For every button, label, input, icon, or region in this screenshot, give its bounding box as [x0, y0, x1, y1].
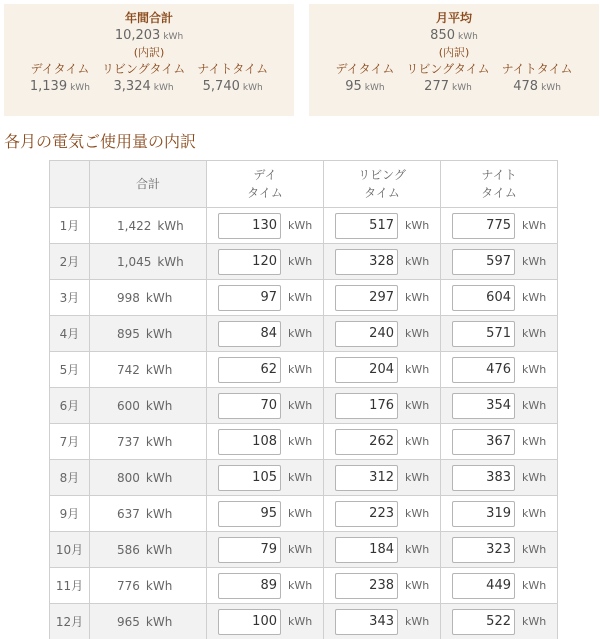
annual-breakdown-label: (内訳): [133, 46, 165, 59]
total-cell: [90, 424, 207, 460]
header-daytime-line1: デイ: [253, 168, 277, 182]
table-row: [50, 568, 558, 604]
unit-label: kWh: [288, 399, 313, 412]
monthly-average-total-value: 850: [430, 28, 455, 43]
unit-label: kWh: [145, 506, 173, 521]
unit-label: kWh: [405, 255, 430, 268]
daytime-input[interactable]: 130: [218, 213, 281, 239]
unit-label: kWh: [522, 543, 547, 556]
daytime-input[interactable]: 79: [218, 537, 281, 563]
unit-label: kWh: [145, 326, 173, 341]
monthly-average-living-label: リビングタイム: [406, 62, 490, 76]
total-value: 998: [117, 290, 140, 305]
nighttime-input[interactable]: 323: [452, 537, 515, 563]
unit-label: kWh: [288, 327, 313, 340]
table-row: [50, 280, 558, 316]
unit-label: kWh: [157, 218, 184, 233]
nighttime-input[interactable]: 571: [452, 321, 515, 347]
total-cell: [90, 316, 207, 352]
nighttime-input[interactable]: 354: [452, 393, 515, 419]
daytime-input[interactable]: 100: [218, 609, 281, 635]
section-title: 各月の電気ご使用量の内訳: [4, 132, 197, 151]
daytime-input[interactable]: 120: [218, 249, 281, 275]
total-value: 1,045: [117, 254, 152, 269]
annual-night: [191, 62, 274, 96]
unit-label: kWh: [288, 219, 313, 232]
unit-label: kWh: [288, 543, 313, 556]
daytime-cell: [207, 532, 324, 568]
total-cell: [90, 460, 207, 496]
nighttime-input[interactable]: 449: [452, 573, 515, 599]
header-nighttime: [441, 161, 558, 208]
nighttime-cell: [441, 280, 558, 316]
total-value: 800: [117, 470, 140, 485]
month-cell: 6月: [50, 388, 90, 424]
daytime-cell: [207, 280, 324, 316]
unit-label: kWh: [522, 255, 547, 268]
month-cell: 8月: [50, 460, 90, 496]
monthly-average-total-unit: kWh: [458, 32, 478, 42]
header-nighttime-line2: タイム: [481, 186, 517, 200]
table-row: [50, 604, 558, 639]
annual-total-value: 10,203: [114, 28, 161, 43]
annual-summary-panel: [4, 4, 294, 116]
livingtime-cell: [324, 316, 441, 352]
livingtime-input[interactable]: 262: [335, 429, 398, 455]
unit-label: kWh: [288, 291, 313, 304]
daytime-cell: [207, 460, 324, 496]
unit-label: kWh: [522, 435, 547, 448]
daytime-cell: [207, 352, 324, 388]
monthly-average-title: 月平均: [435, 11, 472, 25]
daytime-input[interactable]: 62: [218, 357, 281, 383]
unit-label: kWh: [405, 543, 430, 556]
unit-label: kWh: [288, 363, 313, 376]
daytime-cell: [207, 244, 324, 280]
header-livingtime: [324, 161, 441, 208]
total-cell: [90, 496, 207, 532]
unit-label: kWh: [145, 470, 173, 485]
daytime-cell: [207, 208, 324, 244]
nighttime-cell: [441, 604, 558, 639]
monthly-average-night-unit: kWh: [541, 83, 561, 93]
monthly-average-day-unit: kWh: [364, 83, 385, 93]
total-value: 1,422: [117, 218, 152, 233]
annual-total: [4, 28, 294, 45]
table-row: [50, 460, 558, 496]
unit-label: kWh: [288, 507, 313, 520]
annual-night-value-line: [197, 79, 268, 96]
monthly-average-night-label: ナイトタイム: [501, 62, 573, 76]
nighttime-input[interactable]: 319: [452, 501, 515, 527]
total-value: 600: [117, 398, 140, 413]
header-daytime: [207, 161, 324, 208]
livingtime-input[interactable]: 312: [335, 465, 398, 491]
total-cell: [90, 352, 207, 388]
unit-label: kWh: [145, 290, 173, 305]
nighttime-input[interactable]: 597: [452, 249, 515, 275]
unit-label: kWh: [405, 507, 430, 520]
annual-night-value: 5,740: [202, 79, 240, 94]
total-cell: [90, 532, 207, 568]
unit-label: kWh: [522, 579, 547, 592]
table-row: [50, 532, 558, 568]
table-row: [50, 208, 558, 244]
unit-label: kWh: [145, 398, 173, 413]
livingtime-input[interactable]: 238: [335, 573, 398, 599]
table-row: [50, 352, 558, 388]
daytime-input[interactable]: 89: [218, 573, 281, 599]
daytime-input[interactable]: 108: [218, 429, 281, 455]
annual-breakdown: [4, 62, 294, 96]
livingtime-cell: [324, 244, 441, 280]
unit-label: kWh: [405, 363, 430, 376]
monthly-average-night-value-line: [502, 79, 573, 96]
monthly-average-day-value: 95: [345, 79, 362, 94]
monthly-average-living-unit: kWh: [452, 83, 472, 93]
livingtime-input[interactable]: 328: [335, 249, 398, 275]
unit-label: kWh: [522, 471, 547, 484]
unit-label: kWh: [405, 435, 430, 448]
livingtime-cell: [324, 388, 441, 424]
unit-label: kWh: [145, 542, 173, 557]
daytime-input[interactable]: 95: [218, 501, 281, 527]
livingtime-cell: [324, 208, 441, 244]
unit-label: kWh: [157, 254, 184, 269]
annual-living-value-line: [102, 79, 185, 96]
month-cell: 4月: [50, 316, 90, 352]
daytime-cell: [207, 388, 324, 424]
month-cell: 7月: [50, 424, 90, 460]
table-row: [50, 244, 558, 280]
unit-label: kWh: [522, 327, 547, 340]
unit-label: kWh: [405, 471, 430, 484]
daytime-cell: [207, 604, 324, 639]
unit-label: kWh: [145, 434, 173, 449]
nighttime-cell: [441, 316, 558, 352]
monthly-average-breakdown-label: (内訳): [438, 46, 470, 59]
total-cell: [90, 280, 207, 316]
nighttime-cell: [441, 352, 558, 388]
livingtime-cell: [324, 496, 441, 532]
total-cell: [90, 244, 207, 280]
table-row: [50, 316, 558, 352]
livingtime-cell: [324, 424, 441, 460]
annual-living: [96, 62, 191, 96]
annual-night-unit: kWh: [242, 83, 263, 93]
month-cell: 12月: [50, 604, 90, 639]
unit-label: kWh: [405, 291, 430, 304]
monthly-average-total: [309, 28, 599, 45]
monthly-average-day-value-line: [335, 79, 394, 96]
daytime-input[interactable]: 84: [218, 321, 281, 347]
annual-day: [24, 62, 96, 96]
annual-total-unit: kWh: [163, 32, 184, 42]
header-nighttime-line1: ナイト: [481, 168, 517, 182]
monthly-average-night: [496, 62, 579, 96]
unit-label: kWh: [522, 615, 547, 628]
total-value: 965: [117, 614, 140, 629]
livingtime-input[interactable]: 517: [335, 213, 398, 239]
unit-label: kWh: [522, 399, 547, 412]
livingtime-cell: [324, 460, 441, 496]
monthly-average-day-label: デイタイム: [335, 62, 395, 76]
header-livingtime-line1: リビング: [358, 168, 406, 182]
total-cell: [90, 568, 207, 604]
monthly-average-breakdown: [309, 62, 599, 96]
total-value: 586: [117, 542, 140, 557]
total-cell: [90, 388, 207, 424]
monthly-average-day: [329, 62, 400, 96]
nighttime-cell: [441, 460, 558, 496]
month-cell: 9月: [50, 496, 90, 532]
unit-label: kWh: [145, 578, 173, 593]
monthly-average-panel: [309, 4, 599, 116]
nighttime-cell: [441, 244, 558, 280]
month-cell: 2月: [50, 244, 90, 280]
total-value: 776: [117, 578, 140, 593]
nighttime-cell: [441, 568, 558, 604]
livingtime-input[interactable]: 297: [335, 285, 398, 311]
nighttime-cell: [441, 496, 558, 532]
nighttime-input[interactable]: 522: [452, 609, 515, 635]
livingtime-input[interactable]: 184: [335, 537, 398, 563]
annual-living-label: リビングタイム: [101, 62, 186, 76]
table-row: [50, 496, 558, 532]
unit-label: kWh: [288, 471, 313, 484]
livingtime-cell: [324, 568, 441, 604]
header-month: [50, 161, 90, 208]
annual-title: 年間合計: [124, 11, 173, 25]
unit-label: kWh: [522, 291, 547, 304]
monthly-average-night-value: 478: [513, 79, 539, 94]
daytime-cell: [207, 424, 324, 460]
livingtime-input[interactable]: 204: [335, 357, 398, 383]
unit-label: kWh: [288, 255, 313, 268]
total-value: 895: [117, 326, 140, 341]
month-cell: 11月: [50, 568, 90, 604]
nighttime-input[interactable]: 604: [452, 285, 515, 311]
livingtime-cell: [324, 280, 441, 316]
unit-label: kWh: [405, 615, 430, 628]
daytime-cell: [207, 496, 324, 532]
nighttime-input[interactable]: 367: [452, 429, 515, 455]
total-value: 637: [117, 506, 140, 521]
total-cell: [90, 604, 207, 639]
unit-label: kWh: [288, 579, 313, 592]
unit-label: kWh: [288, 615, 313, 628]
annual-day-label: デイタイム: [30, 62, 90, 76]
monthly-average-living: [400, 62, 495, 96]
monthly-usage-table: [49, 160, 558, 639]
annual-living-value: 3,324: [113, 79, 151, 94]
livingtime-cell: [324, 352, 441, 388]
header-livingtime-line2: タイム: [364, 186, 400, 200]
table-header-row: [50, 161, 558, 208]
livingtime-input[interactable]: 240: [335, 321, 398, 347]
nighttime-cell: [441, 424, 558, 460]
livingtime-input[interactable]: 176: [335, 393, 398, 419]
daytime-input[interactable]: 105: [218, 465, 281, 491]
nighttime-cell: [441, 532, 558, 568]
annual-day-value: 1,139: [29, 79, 68, 94]
table-row: [50, 388, 558, 424]
unit-label: kWh: [145, 614, 173, 629]
annual-day-value-line: [30, 79, 90, 96]
unit-label: kWh: [405, 327, 430, 340]
daytime-cell: [207, 568, 324, 604]
livingtime-input[interactable]: 223: [335, 501, 398, 527]
total-value: 737: [117, 434, 140, 449]
header-total: 合計: [90, 161, 207, 208]
month-cell: 5月: [50, 352, 90, 388]
table-body: [50, 208, 558, 639]
annual-day-unit: kWh: [70, 83, 90, 93]
nighttime-cell: [441, 208, 558, 244]
nighttime-input[interactable]: 476: [452, 357, 515, 383]
total-value: 742: [117, 362, 140, 377]
livingtime-input[interactable]: 343: [335, 609, 398, 635]
daytime-input[interactable]: 97: [218, 285, 281, 311]
livingtime-cell: [324, 532, 441, 568]
month-cell: 1月: [50, 208, 90, 244]
unit-label: kWh: [405, 399, 430, 412]
annual-living-unit: kWh: [153, 83, 174, 93]
unit-label: kWh: [522, 507, 547, 520]
nighttime-input[interactable]: 775: [452, 213, 515, 239]
unit-label: kWh: [145, 362, 173, 377]
unit-label: kWh: [522, 219, 547, 232]
daytime-input[interactable]: 70: [218, 393, 281, 419]
annual-night-label: ナイトタイム: [197, 62, 269, 76]
unit-label: kWh: [405, 579, 430, 592]
total-cell: [90, 208, 207, 244]
month-cell: 10月: [50, 532, 90, 568]
table-row: [50, 424, 558, 460]
unit-label: kWh: [288, 435, 313, 448]
nighttime-cell: [441, 388, 558, 424]
daytime-cell: [207, 316, 324, 352]
header-daytime-line2: タイム: [247, 186, 283, 200]
nighttime-input[interactable]: 383: [452, 465, 515, 491]
livingtime-cell: [324, 604, 441, 639]
monthly-average-living-value: 277: [424, 79, 449, 94]
unit-label: kWh: [405, 219, 430, 232]
month-cell: 3月: [50, 280, 90, 316]
unit-label: kWh: [522, 363, 547, 376]
monthly-average-living-value-line: [406, 79, 489, 96]
